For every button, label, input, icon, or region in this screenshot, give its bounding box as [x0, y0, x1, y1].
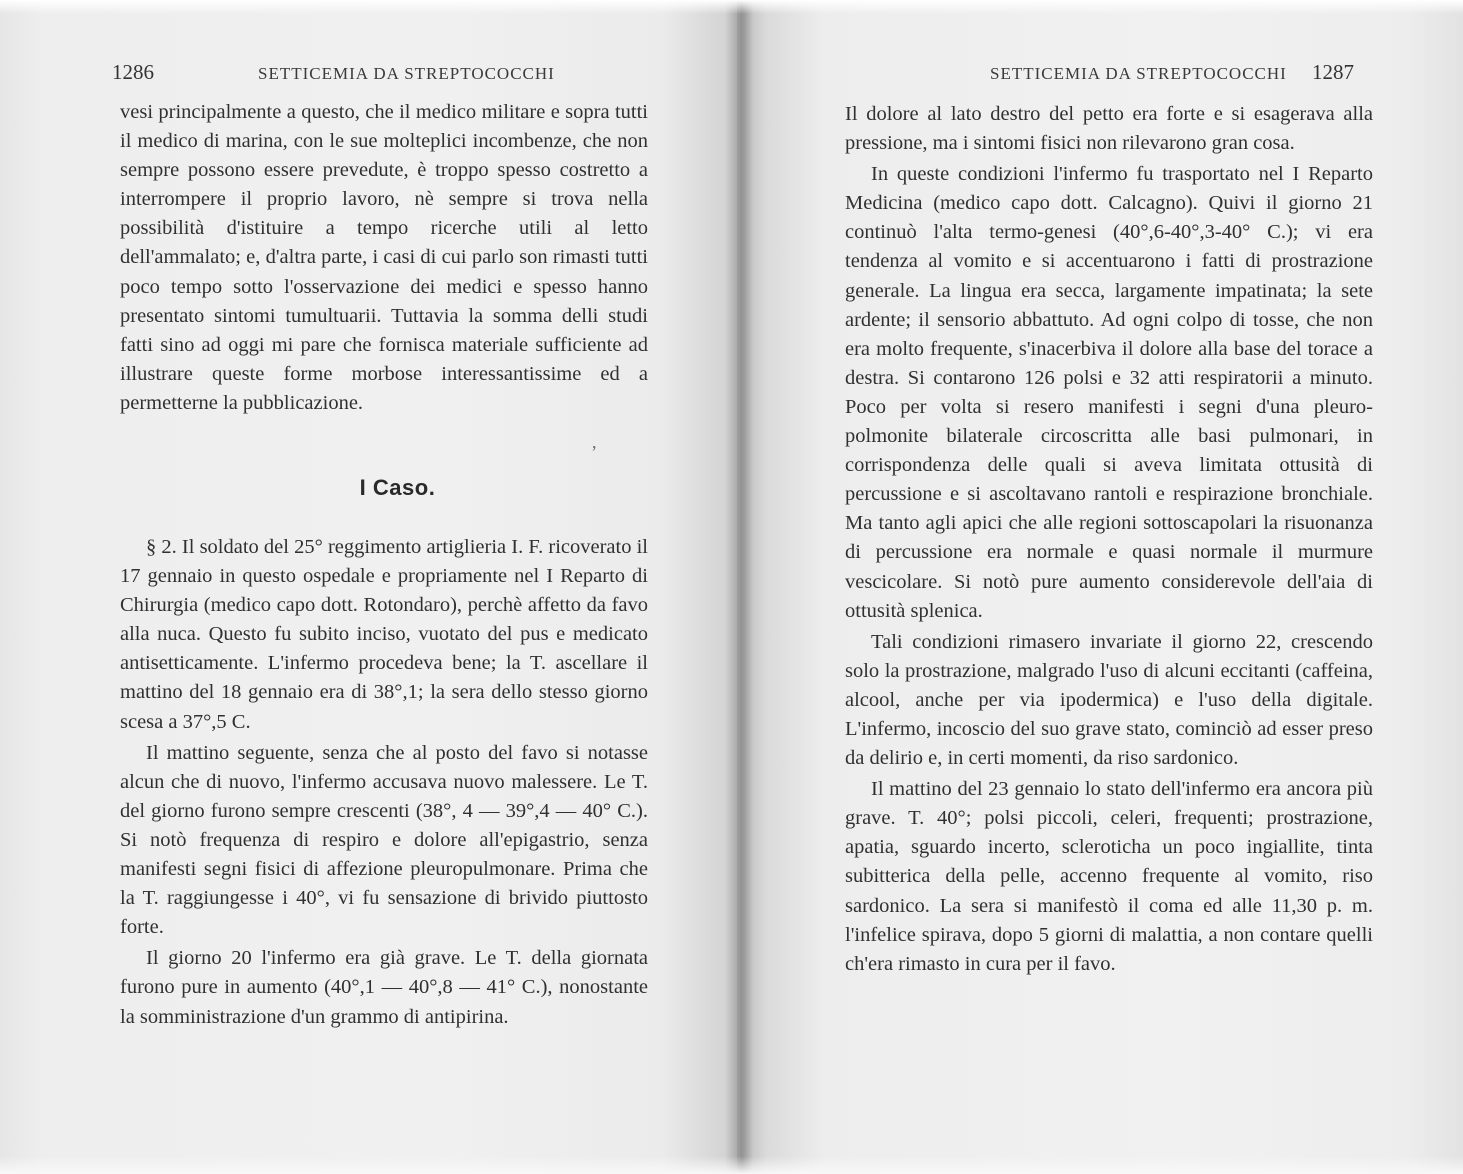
right-paragraph-3: Tali condizioni rimasero invariate il giorno 22, crescendo solo la prostrazione, malgrado l'uso di alcuni eccitanti (caffeina, alcool, anche per via ipodermica) e l'uso della digitale. L'infermo, incoscio del suo grave stato, cominciò ad esser preso da delirio e, in certi momenti, da riso sardonico. — [845, 630, 1373, 770]
left-case-text — [120, 533, 648, 1032]
right-page-number: 1287 — [1312, 60, 1354, 84]
page-bottom-edge — [0, 1156, 1463, 1174]
book-gutter-shadow — [725, 0, 753, 1174]
right-running-head: SETTICEMIA DA STREPTOCOCCHI — [990, 64, 1287, 83]
stray-mark: , — [592, 432, 597, 452]
case-paragraph-2: Il mattino seguente, senza che al posto del favo si notasse alcun che di nuovo, l'infermo accusava nuovo malessere. Le T. del giorno furono sempre crescenti (38°, 4 — 39°,4 — 40° C.). Si notò frequenza di respiro e dolore all'epigastrio, senza manifesti segni fisici di affezione pleuropulmonare. Prima che la T. raggiungesse i 40°, vi fu sensazione di brivido piuttosto forte. — [120, 741, 648, 939]
right-case-text — [845, 100, 1373, 979]
left-running-head: SETTICEMIA DA STREPTOCOCCHI — [258, 64, 555, 83]
case-paragraph-1: § 2. Il soldato del 25° reggimento artiglieria I. F. ricoverato il 17 gennaio in questo ospedale e propriamente nel I Reparto di Chirurgia (medico capo dott. Rotondaro), perchè affetto da favo alla nuca. Questo fu subito inciso, vuotato del pus e medicato antisetticamente. L'infermo procedeva bene; la T. ascellare il mattino del 18 gennaio era di 38°,1; la sera dello stesso giorno scesa a 37°,5 C. — [120, 536, 648, 733]
right-paragraph-1: Il dolore al lato destro del petto era forte e si esagerava alla pressione, ma i sintomi fisici non rilevarono gran cosa. — [845, 103, 1373, 155]
left-page-number: 1286 — [112, 60, 154, 84]
right-paragraph-2: In queste condizioni l'infermo fu trasportato nel I Reparto Medicina (medico capo dott. Calcagno). Quivi il giorno 21 continuò l'alta termo-genesi (40°,6-40°,3-40° C.); vi era tendenza al vomito e si accentuarono i fatti di prostrazione generale. La lingua era secca, largamente impatinata; la sete ardente; il sensorio abbattuto. Ad ogni colpo di tosse, che non era molto frequente, s'inacerbiva il dolore alla base del torace a destra. Si contarono 126 polsi e 32 atti respiratorii a minuto. Poco per volta si resero manifesti i segni d'una pleuro-polmonite bilaterale circoscritta alle basi pulmonari, in corrispondenza delle quali si aveva limitata ottusità di percussione e si ascoltavano rantoli e respirazione bronchiale. Ma tanto agli apici che alle regioni sottoscapolari la risuonanza di percussione era normale e quasi normale il murmure vescicolare. Si notò pure aumento considerevole dell'aia di ottusità splenica. — [845, 163, 1373, 622]
left-intro-text — [120, 98, 648, 418]
right-page — [737, 0, 1463, 1174]
page-top-edge — [0, 0, 1463, 14]
intro-paragraph: vesi principalmente a questo, che il medico militare e sopra tutti il medico di marina, con le sue molteplici incombenze, che non sempre possono essere prevedute, è troppo spesso costretto a interrompere il proprio lavoro, nè sempre si trova nella possibilità d'istituire a tempo ricerche utili al letto dell'ammalato; e, d'altra parte, i casi di cui parlo son rimasti tutti poco tempo sotto l'osservazione dei medici e spesso hanno presentato sintomi tumultuarii. Tuttavia la somma delli studi fatti sino ad oggi mi pare che fornisca materiale sufficiente ad illustrare queste forme morbose interessantissime ed a permetterne la pubblicazione. — [120, 101, 648, 414]
case-paragraph-3: Il giorno 20 l'infermo era già grave. Le T. della giornata furono pure in aumento (40°,1 — 40°,8 — 41° C.), nonostante la somministrazione d'un grammo di antipirina. — [120, 947, 648, 1028]
right-paragraph-4: Il mattino del 23 gennaio lo stato dell'infermo era ancora più grave. T. 40°; polsi piccoli, celeri, frequenti; prostrazione, apatia, sguardo incerto, scleroticha un poco ingiallite, tinta subitterica della pelle, accenno frequente al vomito, riso sardonico. La sera si manifestò il coma ed alle 11,30 p. m. l'infelice spirava, dopo 5 giorni di malattia, a non contare quelli ch'era rimasto in cura per il favo. — [845, 778, 1373, 975]
section-title: I Caso. — [359, 475, 436, 500]
